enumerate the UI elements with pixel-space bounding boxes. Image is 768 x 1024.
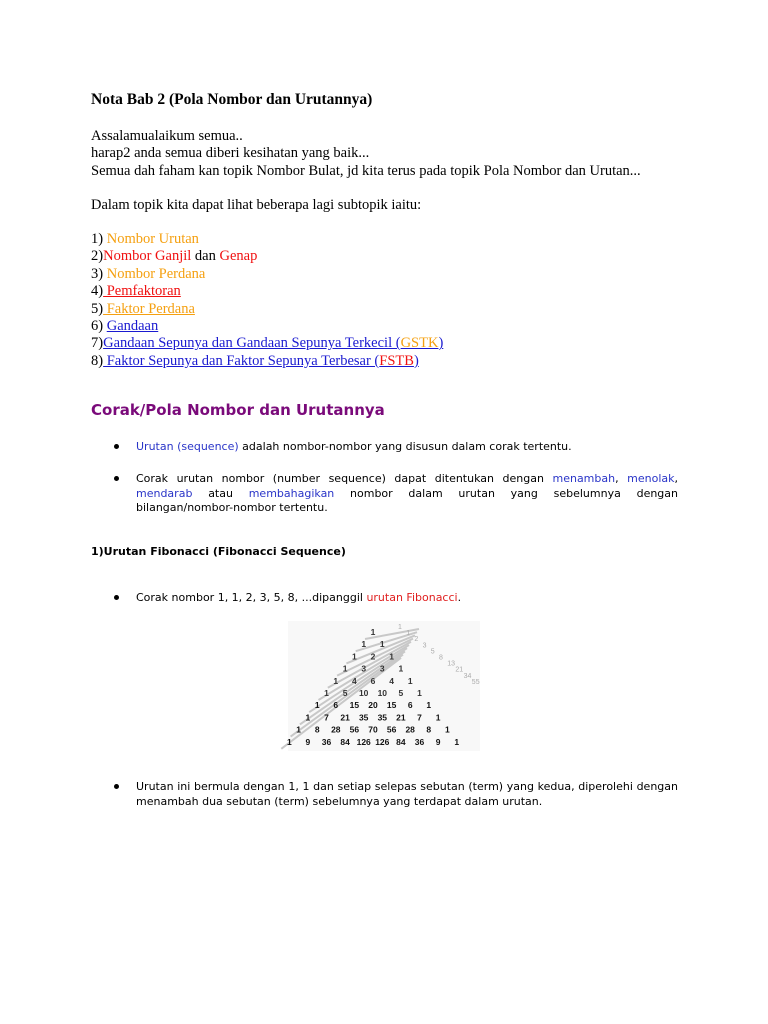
item-number: 3) bbox=[91, 265, 107, 282]
pascal-number: 8 bbox=[426, 724, 432, 735]
page-title: Nota Bab 2 (Pola Nombor dan Urutannya) bbox=[91, 91, 373, 108]
item-number: 7) bbox=[91, 335, 104, 352]
fibonacci-sum: 34 bbox=[463, 672, 472, 680]
text-segment: nombor dalam urutan yang sebelumnya dengan bilangan/nombor-nombor tertentu. bbox=[136, 486, 678, 514]
pascal-number: 1 bbox=[314, 700, 320, 711]
subtopic-item bbox=[91, 301, 443, 318]
fibonacci-sum: 2 bbox=[414, 636, 419, 644]
pascal-number: 1 bbox=[342, 663, 348, 674]
pascal-number: 1 bbox=[389, 651, 394, 662]
item-number: 6) bbox=[91, 318, 107, 335]
link-text: Gandaan Sepunya dan Gandaan Sepunya Terkecil ( bbox=[103, 335, 401, 352]
pascal-number: 28 bbox=[331, 724, 341, 735]
pascal-number: 8 bbox=[314, 724, 320, 735]
pascal-number: 3 bbox=[379, 663, 385, 674]
fibonacci-sum: 3 bbox=[422, 642, 427, 650]
pascal-number: 35 bbox=[377, 712, 388, 723]
fibonacci-sum: 55 bbox=[471, 678, 480, 686]
item-number: 5) bbox=[91, 300, 104, 317]
subtopic-item bbox=[91, 248, 443, 265]
pascal-number: 1 bbox=[324, 688, 329, 698]
bullet-item bbox=[114, 780, 678, 809]
subtopic-item bbox=[91, 231, 443, 248]
pascal-number: 20 bbox=[368, 700, 378, 711]
pascal-number: 56 bbox=[386, 724, 397, 735]
pascal-number: 2 bbox=[370, 651, 376, 662]
pascal-number: 1 bbox=[333, 675, 339, 686]
item-number: 1) bbox=[91, 231, 107, 247]
subtopic-item bbox=[91, 353, 443, 370]
pascal-number: 1 bbox=[407, 675, 413, 686]
fibonacci-sum: 1 bbox=[398, 624, 402, 631]
bullet-item bbox=[114, 440, 678, 455]
bullet-item bbox=[114, 591, 678, 606]
pascal-number: 1 bbox=[370, 627, 376, 637]
item-number: 8) bbox=[91, 352, 104, 369]
greeting-block bbox=[91, 128, 641, 180]
pascal-number: 84 bbox=[340, 736, 350, 747]
text-segment: Corak urutan nombor (number sequence) dapat ditentukan dengan bbox=[136, 472, 553, 485]
bullet-text: Urutan ini bermula dengan 1, 1 dan setiap selepas sebutan (term) yang kedua, diperolehi dengan menambah dua sebutan (term) sebelumnya yang terdapat dalam urutan. bbox=[136, 780, 678, 808]
pascal-number: 1 bbox=[417, 688, 422, 698]
bullet-item bbox=[114, 472, 678, 516]
pascal-number: 36 bbox=[321, 736, 332, 747]
link-gstk[interactable] bbox=[103, 335, 443, 351]
link-gandaan[interactable]: Gandaan bbox=[106, 318, 159, 335]
link-text: Faktor Sepunya dan Faktor Sepunya Terbesar ( bbox=[103, 352, 380, 369]
pascal-number: 126 bbox=[356, 736, 371, 747]
bullet-text bbox=[136, 591, 678, 606]
text-segment: atau bbox=[192, 486, 249, 500]
pascal-number: 36 bbox=[414, 736, 425, 747]
subtopic-item bbox=[91, 335, 443, 352]
subtopic-nombor-perdana: Nombor Perdana bbox=[106, 265, 206, 282]
pascal-number: 126 bbox=[375, 736, 390, 747]
pascal-number: 15 bbox=[349, 700, 360, 711]
pascal-fibonacci-figure bbox=[288, 621, 480, 751]
pascal-number: 6 bbox=[333, 700, 339, 711]
subtopic-genap: Genap bbox=[219, 248, 258, 265]
pascal-number: 1 bbox=[296, 724, 301, 735]
pascal-number: 84 bbox=[396, 736, 406, 747]
pascal-number: 1 bbox=[379, 639, 385, 650]
link-pemfaktoran[interactable]: Pemfaktoran bbox=[103, 283, 181, 300]
fibonacci-sum: 1 bbox=[406, 630, 411, 638]
pascal-number: 15 bbox=[386, 700, 397, 711]
keyword-urutan-fibonacci: urutan Fibonacci bbox=[366, 591, 458, 604]
intro-text: Dalam topik kita dapat lihat beberapa lagi subtopik iaitu: bbox=[91, 197, 422, 213]
abbr-gstk: GSTK bbox=[400, 335, 439, 352]
pascal-number: 9 bbox=[435, 736, 441, 747]
bullet-text bbox=[136, 440, 678, 455]
keyword-menambah: menambah bbox=[552, 472, 616, 485]
pascal-number: 35 bbox=[358, 712, 369, 723]
item-number: 4) bbox=[91, 283, 104, 300]
pascal-number: 1 bbox=[426, 700, 432, 711]
pascal-number: 5 bbox=[398, 688, 404, 698]
text-segment: adalah nombor-nombor yang disusun dalam corak tertentu. bbox=[238, 440, 572, 453]
greeting-line: Assalamualaikum semua.. bbox=[91, 128, 243, 144]
text-segment: , bbox=[615, 472, 628, 485]
pascal-number: 1 bbox=[352, 651, 357, 662]
pascal-number: 21 bbox=[396, 712, 406, 723]
pascal-number: 4 bbox=[389, 675, 394, 686]
pascal-number: 1 bbox=[435, 712, 441, 723]
pascal-number: 6 bbox=[370, 675, 376, 686]
pascal-number: 7 bbox=[324, 712, 329, 723]
pascal-number: 5 bbox=[342, 688, 348, 698]
pascal-number: 4 bbox=[352, 675, 357, 686]
subtopic-item bbox=[91, 283, 443, 300]
greeting-line: Semua dah faham kan topik Nombor Bulat, jd kita terus pada topik Pola Nombor dan Urutan... bbox=[91, 162, 641, 179]
text-segment: , bbox=[674, 472, 678, 485]
bullet-dot bbox=[114, 444, 119, 449]
pascal-number: 10 bbox=[377, 688, 388, 698]
pascal-number: 6 bbox=[407, 700, 413, 711]
fibonacci-sum: 21 bbox=[455, 666, 464, 674]
subtopic-nombor-urutan: Nombor Urutan bbox=[106, 231, 199, 247]
abbr-fstb: FSTB bbox=[379, 352, 414, 369]
subtopic-item bbox=[91, 318, 443, 335]
pascal-number: 1 bbox=[361, 639, 367, 650]
subtopic-nombor-ganjil: Nombor Ganjil bbox=[103, 248, 192, 265]
bullet-dot bbox=[114, 476, 119, 481]
link-close: ) bbox=[413, 352, 419, 369]
pascal-number: 3 bbox=[361, 663, 367, 674]
link-fstb[interactable] bbox=[103, 353, 419, 369]
greeting-line: harap2 anda semua diberi kesihatan yang baik... bbox=[91, 145, 370, 162]
pascal-number: 21 bbox=[340, 712, 350, 723]
fibonacci-sum: 8 bbox=[439, 654, 443, 662]
bullet-dot bbox=[114, 595, 119, 600]
link-close: ) bbox=[438, 335, 444, 352]
pascal-number: 7 bbox=[417, 712, 422, 723]
subtopic-item bbox=[91, 266, 443, 283]
pascal-number: 1 bbox=[454, 736, 460, 747]
bullet-text bbox=[136, 472, 678, 516]
fibonacci-sum: 5 bbox=[430, 648, 435, 656]
pascal-number: 56 bbox=[349, 724, 360, 735]
pascal-number: 10 bbox=[358, 688, 369, 698]
section-heading: Corak/Pola Nombor dan Urutannya bbox=[91, 401, 385, 419]
keyword-menolak: menolak bbox=[627, 472, 675, 485]
pascal-number: 1 bbox=[286, 736, 292, 747]
text-segment: Corak nombor 1, 1, 2, 3, 5, 8, ...dipanggil bbox=[136, 591, 367, 604]
conjunction: dan bbox=[191, 248, 220, 265]
item-number: 2) bbox=[91, 248, 104, 265]
fibonacci-subheading: 1)Urutan Fibonacci (Fibonacci Sequence) bbox=[91, 545, 346, 558]
fibonacci-sum: 13 bbox=[447, 660, 455, 668]
subtopic-list bbox=[91, 231, 443, 370]
keyword-urutan: Urutan (sequence) bbox=[136, 440, 239, 453]
keyword-mendarab: mendarab bbox=[136, 486, 193, 500]
pascal-number: 1 bbox=[445, 724, 450, 735]
text-segment: . bbox=[457, 591, 462, 604]
pascal-number: 70 bbox=[368, 724, 378, 735]
pascal-number: 1 bbox=[398, 663, 404, 674]
pascal-number: 9 bbox=[305, 736, 311, 747]
link-faktor-perdana[interactable]: Faktor Perdana bbox=[103, 300, 195, 317]
pascal-number: 28 bbox=[405, 724, 415, 735]
keyword-membahagikan: membahagikan bbox=[248, 486, 335, 500]
pascal-number: 1 bbox=[305, 712, 311, 723]
bullet-dot bbox=[114, 784, 119, 789]
